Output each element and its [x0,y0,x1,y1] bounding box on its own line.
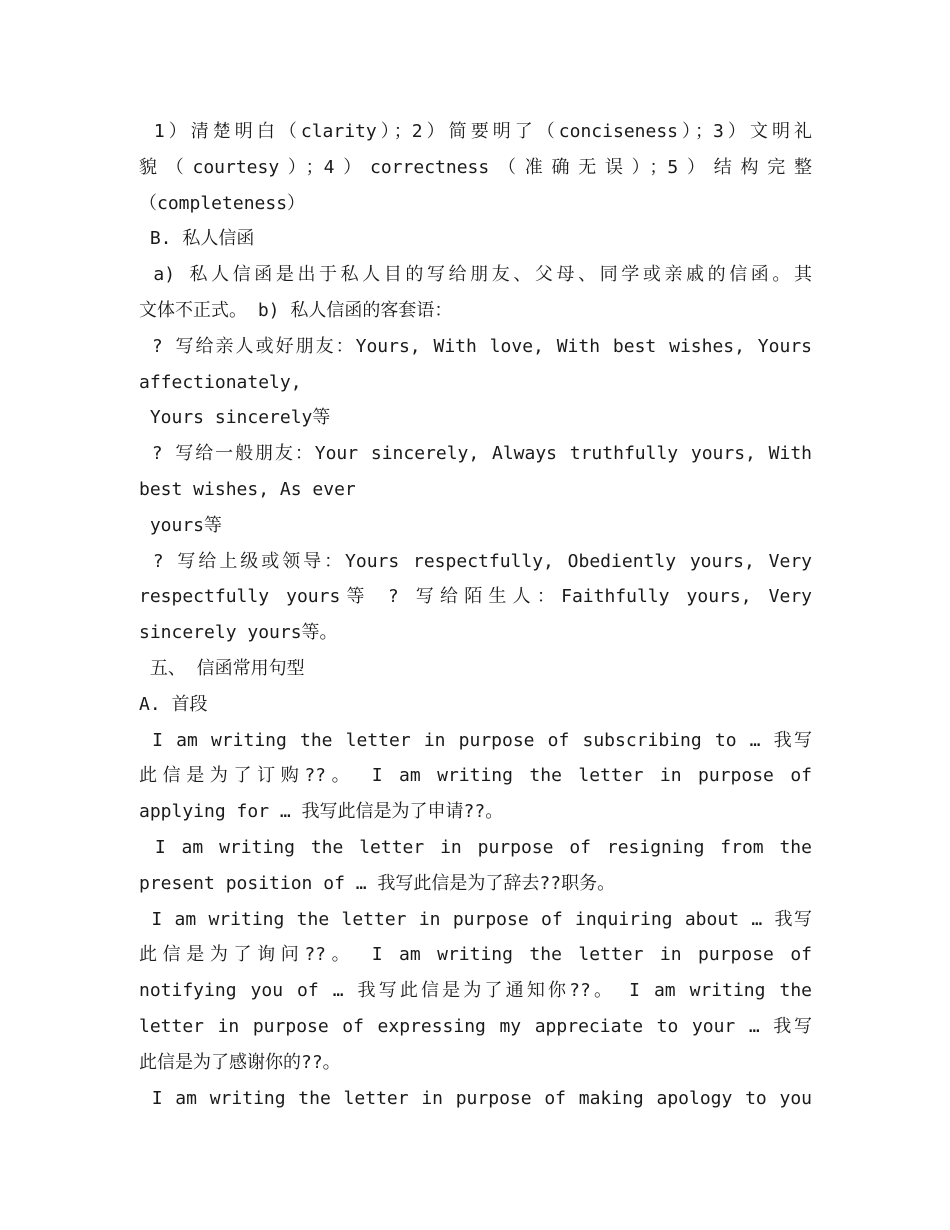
text-line: ? 写给亲人或好朋友：Yours, With love, With best wishes, Yours [139,335,812,357]
text-line: ? 写给一般朋友：Your sincerely, Always truthfully yours, With [139,443,812,465]
document-body [139,114,812,1116]
text-line: ? 写给上级或领导：Yours respectfully, Obediently yours, Very [139,550,812,572]
text-line: 文体不正式。 b) 私人信函的客套语： [139,299,453,321]
text-line: notifying you of … 我写此信是为了通知你??。 I am writing the [139,980,812,1002]
text-line: 貌（courtesy）；4）correctness（准确无误）；5）结构完整 [139,156,812,178]
text-line: applying for … 我写此信是为了申请??。 [139,801,504,823]
text-line: letter in purpose of expressing my appreciate to your … 我写 [139,1015,812,1037]
section-heading: B. 私人信函 [139,228,255,250]
text-line: （completeness） [139,192,306,214]
text-line: present position of … 我写此信是为了辞去??职务。 [139,872,616,894]
text-line: affectionately, [139,371,302,393]
section-heading: 五、 信函常用句型 [139,657,305,679]
text-line: I am writing the letter in purpose of inquiring about … 我写 [139,908,812,930]
section-heading: A. 首段 [139,693,208,715]
text-line: respectfully yours等 ? 写给陌生人：Faithfully yours, Very [139,586,812,608]
text-line: I am writing the letter in purpose of making apology to you [139,1087,812,1109]
text-line: 此信是为了询问??。 I am writing the letter in purpose of [139,944,812,966]
text-line: sincerely yours等。 [139,622,338,644]
text-line: 1）清楚明白（clarity）；2）简要明了（conciseness）；3）文明礼 [139,121,812,142]
text-line: 此信是为了订购??。 I am writing the letter in purpose of [139,765,812,787]
text-line: best wishes, As ever [139,478,356,500]
text-line: I am writing the letter in purpose of resigning from the [139,836,812,858]
text-line: yours等 [139,514,223,536]
text-line: I am writing the letter in purpose of subscribing to … 我写 [139,729,812,751]
text-line: Yours sincerely等 [139,407,331,429]
text-line: 此信是为了感谢你的??。 [139,1051,341,1073]
text-line: a) 私人信函是出于私人目的写给朋友、父母、同学或亲戚的信函。其 [139,264,812,286]
